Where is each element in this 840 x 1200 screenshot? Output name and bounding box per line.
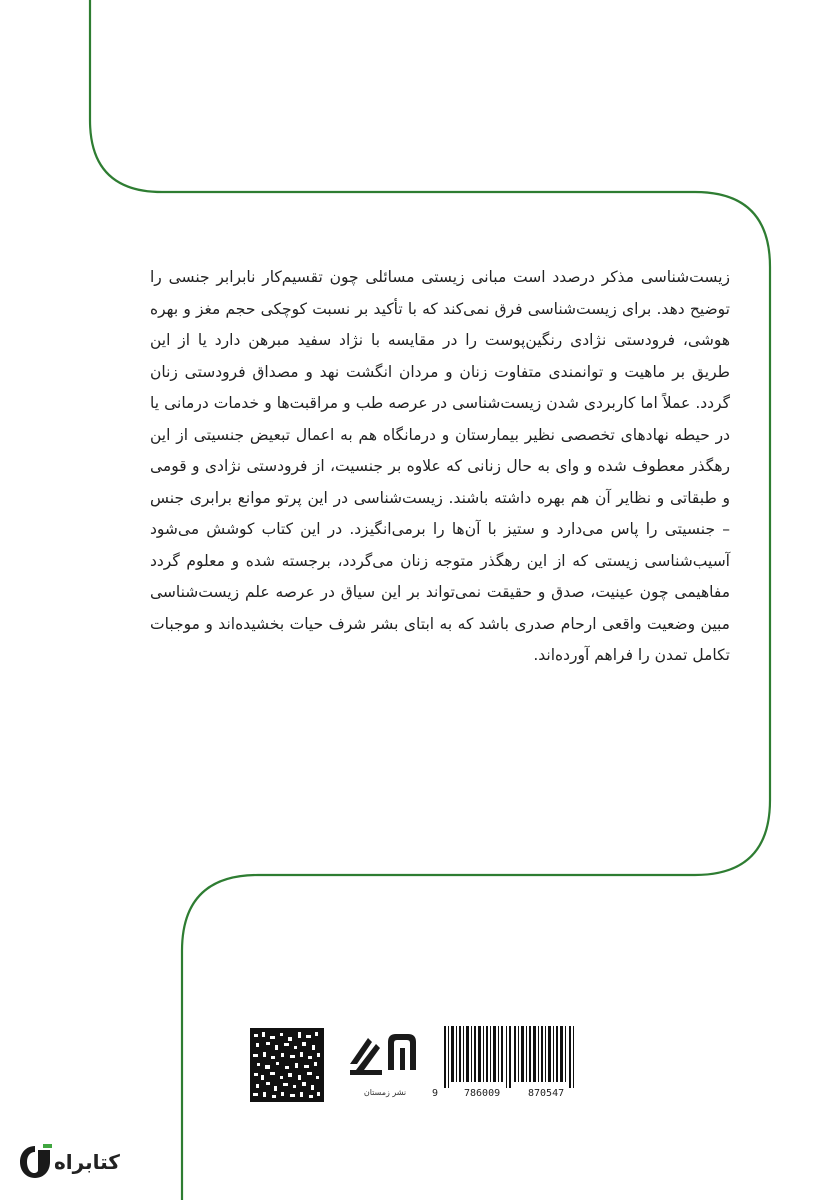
- isbn-end-digits: 870547: [528, 1088, 565, 1099]
- isbn-middle-digits: 786009: [464, 1088, 501, 1099]
- ketabrah-watermark: [16, 1140, 146, 1184]
- qr-code-icon: [250, 1028, 324, 1102]
- isbn-lead-digit: 9: [432, 1088, 439, 1099]
- publisher-name: نشر زمستان: [363, 1088, 407, 1097]
- isbn-barcode: [432, 1026, 578, 1106]
- back-cover-blurb: زیست‌شناسی مذکر درصدد است مبانی زیستی مسائلی چون تقسیم‌کار نابرابر جنسی را توضیح دهد. برای زیست‌شناسی فرق نمی‌کند که با تأکید بر نسبت کوچکی حجم مغز و بهره هوشی، فرودستی نژادی رنگین‌پوست را در مقایسه با نژاد سفید مبرهن دارد یا از این طریق بر ماهیت و توانمندی متفاوت زنان و مردان انگشت نهد و مصداق فرودستی زنان گردد. عملاً اما کاربردی شدن زیست‌شناسی در عرصه طب و مراقبت‌ها و خدمات درمانی یا در حیطه نهادهای تخصصی نظیر بیمارستان و درمانگاه هم به اعمال تبعیض جنسیتی از این رهگذر معطوف شده و وای به حال زنانی که علاوه بر جنسیت، از فرودستی نژادی و قومی و طبقاتی و نظایر آن هم بهره داشته باشند. زیست‌شناسی در این پرتو موانع برابری جنس – جنسیتی را پاس می‌دارد و ستیز با آن‌ها را برمی‌انگیزد. در این کتاب کوشش می‌شود آسیب‌شناسی زیستی که از این رهگذر متوجه زنان می‌گردد، برجسته شده و معلوم گردد مفاهیمی چون عینیت، صدق و حقیقت نمی‌تواند بر این سیاق در عرصه علم زیست‌شناسی مبین وضعیت واقعی ارحام صدری باشد که به ابتای بشر شرف حیات بخشیده‌اند و موجبات تکامل تمدن را فراهم آورده‌اند.: [150, 268, 730, 664]
- publisher-logo-icon: [342, 1024, 428, 1088]
- ketabrah-logo-icon: [16, 1142, 54, 1182]
- barcode-bars: [442, 1026, 578, 1088]
- publisher-logo: [342, 1024, 428, 1106]
- ketabrah-text: کتابراه: [54, 1150, 120, 1174]
